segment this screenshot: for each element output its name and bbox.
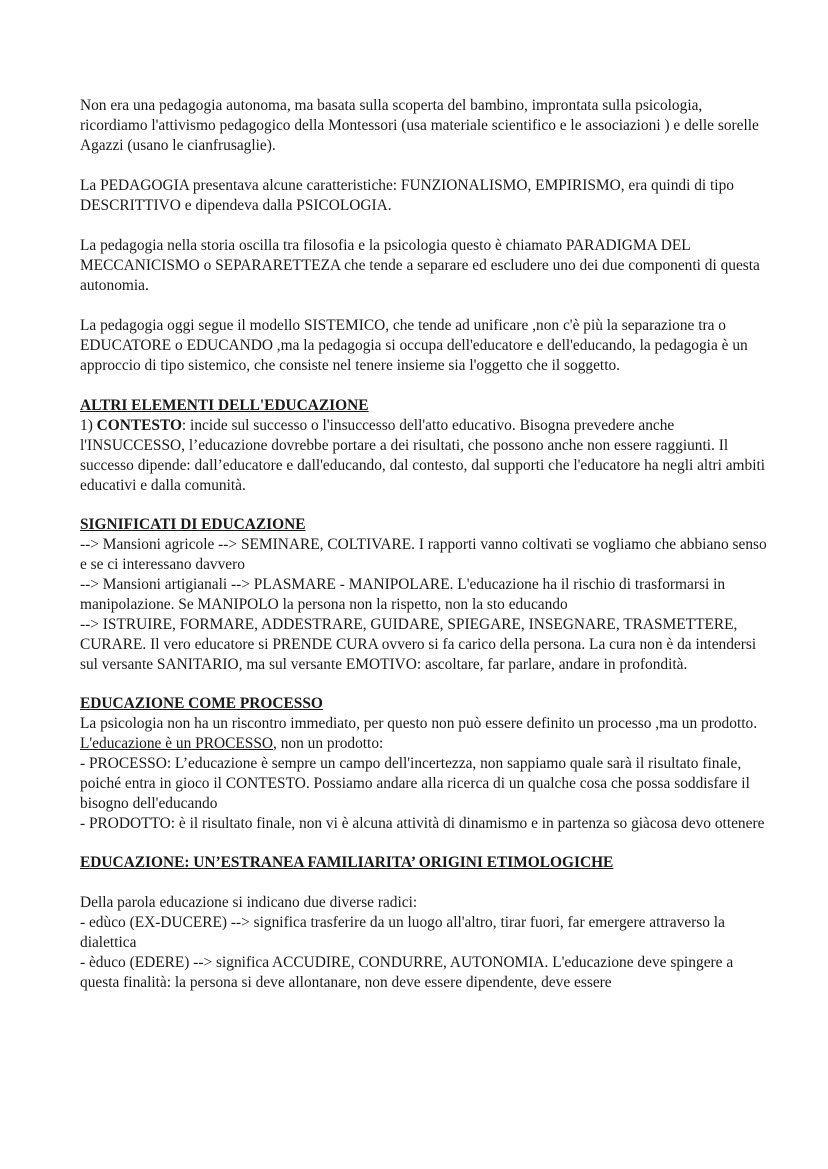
section-heading: EDUCAZIONE: UN’ESTRANEA FAMILIARITA’ ORIGINI ETIMOLOGICHE [80, 854, 614, 871]
paragraph-montessori: Non era una pedagogia autonoma, ma basata sulla scoperta del bambino, improntata sulla psicologia, ricordiamo l'attivismo pedagogico della Montessori (usa materiale scientifico e le associazioni ) e delle sorelle Agazzi (usano le cianfrusaglie). [80, 97, 759, 154]
list-item-prodotto: - PRODOTTO: è il risultato finale, non vi è alcuna attività di dinamismo e in partenza so giàcosa devo ottenere [80, 815, 765, 832]
paragraph-pedagogia-caratteristiche: La PEDAGOGIA presentava alcune caratteristiche: FUNZIONALISMO, EMPIRISMO, era quindi di tipo DESCRITTIVO e dipendeva dalla PSICOLOGIA. [80, 177, 734, 214]
section-altri-elementi [80, 396, 768, 496]
statement-line [80, 734, 768, 754]
section-heading: EDUCAZIONE COME PROCESSO [80, 695, 323, 712]
section-heading: SIGNIFICATI DI EDUCAZIONE [80, 516, 306, 533]
paragraph-modello-sistemico: La pedagogia oggi segue il modello SISTEMICO, che tende ad unificare ,non c'è più la separazione tra o EDUCATORE o EDUCANDO ,ma la pedagogia si occupa dell'educatore e dell'educando, la pedagogia è un approccio di tipo sistemico, che consiste nel tenere insieme sia l'oggetto che il soggetto. [80, 317, 748, 374]
list-item-agricole: --> Mansioni agricole --> SEMINARE, COLTIVARE. I rapporti vanno coltivati se vogliamo che abbiano senso e se ci interessano davvero [80, 536, 767, 573]
list-item-educo-exducere: - edùco (EX-DUCERE) --> significa trasferire da un luogo all'altro, tirar fuori, far emergere attraverso la dialettica [80, 914, 725, 951]
list-item-istruire: --> ISTRUIRE, FORMARE, ADDESTRARE, GUIDARE, SPIEGARE, INSEGNARE, TRASMETTERE, CURARE. Il vero educatore si PRENDE CURA ovvero si fa carico della persona. La cura non è da intendersi sul versante SANITARIO, ma sul versante EMOTIVO: ascoltare, far parlare, andare in profondità. [80, 616, 757, 673]
list-item-educo-edere: - èduco (EDERE) --> significa ACCUDIRE, CONDURRE, AUTONOMIA. L'educazione deve spingere a questa finalità: la persona si deve allontanare, non deve essere dipendente, deve essere [80, 954, 734, 991]
section-etimologia [80, 853, 768, 993]
list-item-processo: - PROCESSO: L’educazione è sempre un campo dell'incertezza, non sappiamo quale sarà il risultato finale, poiché entra in gioco il CONTESTO. Possiamo andare alla ricerca di un qualche cosa che possa soddisfare il bisogno dell'educando [80, 755, 750, 812]
statement-underlined: L'educazione è un PROCESSO [80, 735, 273, 752]
section-significati [80, 515, 768, 675]
list-item-contesto [80, 416, 768, 496]
section-heading: ALTRI ELEMENTI DELL'EDUCAZIONE [80, 397, 369, 414]
section-processo [80, 694, 768, 834]
paragraph-radici-intro: Della parola educazione si indicano due diverse radici: [80, 894, 418, 911]
item-text: : incide sul successo o l'insuccesso dell'atto educativo. Bisogna prevedere anche l'INSUCCESSO, l’educazione dovrebbe portare a dei risultati, che possono anche non essere raggiunti. Il successo dipende: dall’educatore e dall'educando, dal contesto, dal supporti che l'educatore ha negli altri ambiti educativi e dalla comunità. [80, 417, 766, 494]
paragraph-psicologia-riscontro: La psicologia non ha un riscontro immediato, per questo non può essere definito un processo ,ma un prodotto. [80, 715, 758, 732]
list-item-artigianali: --> Mansioni artigianali --> PLASMARE - MANIPOLARE. L'educazione ha il rischio di trasformarsi in manipolazione. Se MANIPOLO la persona non la rispetto, non la sto educando [80, 576, 726, 613]
item-number: 1) [80, 417, 97, 434]
statement-rest: , non un prodotto: [273, 735, 384, 752]
item-term: CONTESTO [96, 417, 182, 434]
paragraph-paradigma-meccanicismo: La pedagogia nella storia oscilla tra filosofia e la psicologia questo è chiamato PARADIGMA DEL MECCANICISMO o SEPARARETTEZA che tende a separare ed escludere uno dei due componenti di questa autonomia. [80, 237, 760, 294]
